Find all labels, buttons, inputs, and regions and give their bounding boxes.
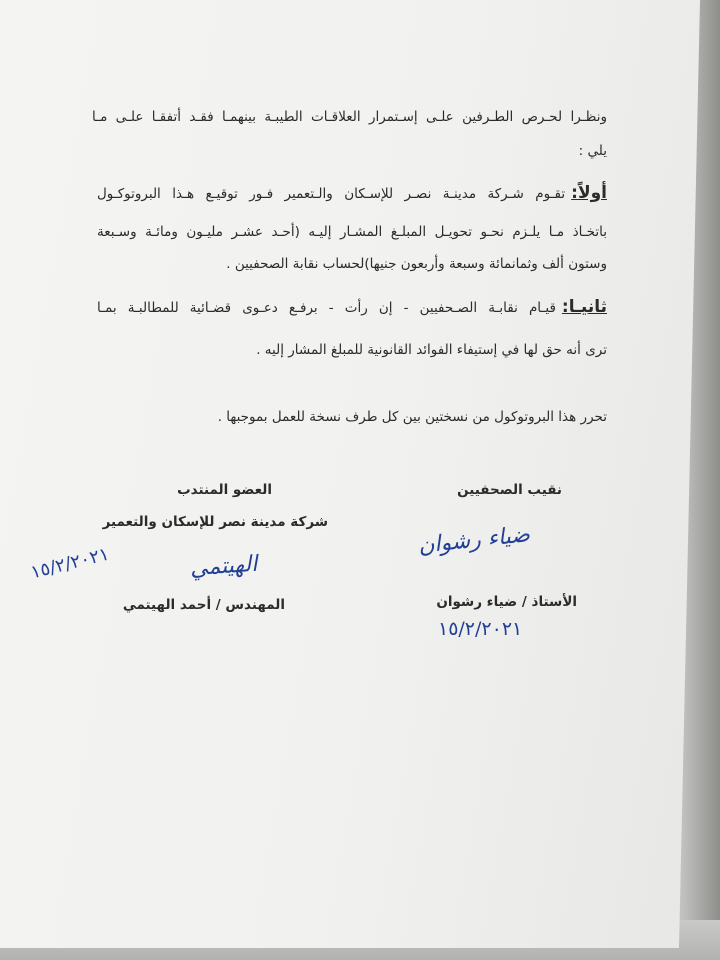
right-signature: ضياء رشوان	[417, 522, 532, 559]
clause-1-first-line	[97, 183, 607, 203]
left-signatory-name: المهندس / أحمد الهيتمي	[122, 597, 285, 613]
clause-2-line-2: ترى أنه حق لها في إستيفاء الفوائد القانونية للمبلغ المشار إليه .	[256, 342, 607, 358]
intro-line-1: ونظـرا لحـرص الطـرفين علـى إسـتمرار العلاقـات الطيبـة بينهمـا فقـد أتفقـا علـى مـا	[92, 109, 607, 125]
right-signatory-title: نقيب الصحفيين	[457, 482, 562, 498]
right-signatory-name: الأستاذ / ضياء رشوان	[436, 594, 577, 610]
intro-line-2: يلي :	[578, 143, 607, 159]
closing-line: تحرر هذا البروتوكول من نسختين بين كل طرف نسخة للعمل بموجبها .	[217, 409, 607, 425]
right-handwritten-date: ١٥/٢/٢٠٢١	[438, 618, 523, 640]
left-signature: الهيتمي	[189, 551, 259, 582]
clause-1-line-1: تقـوم شـركة مدينـة نصـر للإسـكان والـتعمير فـور توقيـع هـذا البروتوكـول	[97, 186, 566, 202]
clause-1-line-3: وستون ألف وثمانمائة وسبعة وأربعون جنيها)لحساب نقابة الصحفيين .	[226, 256, 607, 272]
left-company-name: شركة مدينة نصر للإسكان والتعمير	[102, 514, 328, 530]
left-handwritten-date: ١٥/٢/٢٠٢١	[28, 543, 112, 584]
left-signatory-title: العضو المنتدب	[177, 482, 272, 498]
clause-1-heading: أولاً:	[571, 183, 607, 203]
clause-1-line-2: باتخـاذ مـا يلـزم نحـو تحويـل المبلـغ المشـار إليـه (أحـد عشـر مليـون ومائـة وسـبعة	[97, 224, 607, 240]
clause-2-first-line	[97, 297, 607, 317]
clause-2-line-1: قيـام نقابـة الصـحفيين - إن رأت - برفـع دعـوى قضـائية للمطالبـة بمـا	[97, 300, 556, 316]
clause-2-heading: ثانيـا:	[561, 297, 607, 317]
